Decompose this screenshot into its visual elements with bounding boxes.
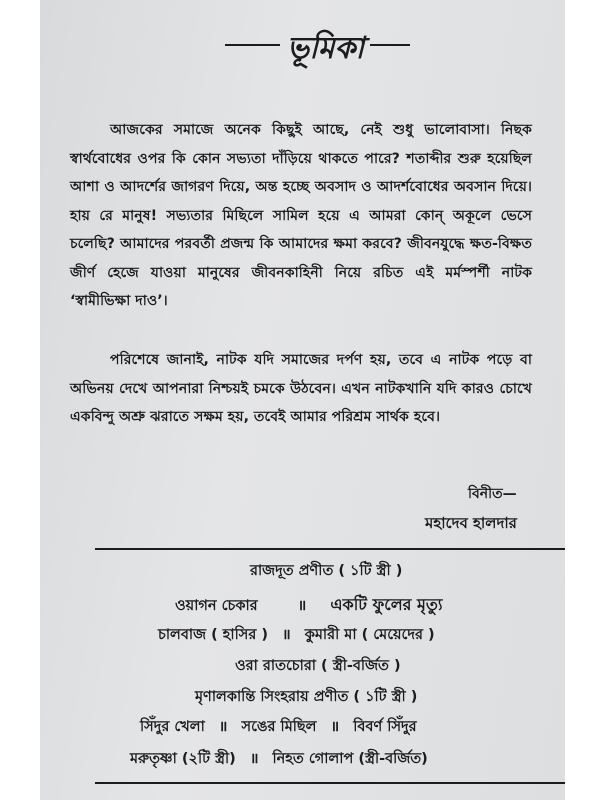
catalog-row-3: ওরা রাতচোরা ( স্ত্রী-বর্জিত ) (235, 658, 401, 674)
separator: ॥ (282, 627, 291, 643)
play-title: সঙের মিছিল (241, 719, 317, 735)
catalog-heading-rajdut: রাজদূত প্রণীত ( ১টি স্ত্রী ) (250, 563, 403, 579)
play-title: মরুতৃষ্ণা (২টি স্ত্রী) (130, 751, 236, 767)
play-title: নিহত গোলাপ (স্ত্রী-বর্জিত) (272, 751, 428, 767)
book-page (40, 0, 565, 800)
separator: ॥ (218, 719, 228, 735)
play-title: সিঁদুর খেলা (140, 719, 205, 735)
separator: ॥ (330, 719, 340, 735)
separator: ॥ (297, 598, 307, 614)
title-rule-right (370, 44, 410, 46)
play-title: ওয়াগন চেকার (175, 598, 258, 614)
catalog-rule-bottom (95, 782, 565, 784)
signoff: বিনীত— (468, 486, 517, 502)
author-name: মহাদেব হালদার (425, 514, 517, 532)
title-rule-left (225, 44, 280, 46)
preface-paragraph-2: পরিশেষে জানাই, নাটক যদি সমাজের দর্পণ হয়, তবে এ নাটক পড়ে বা অভিনয় দেখে আপনারা নিশ্চয়ই চমকে উঠবেন। এখন নাটকখানি যদি কারও চোখে একবিন্দু অশ্রু ঝরাতে সক্ষম হয়, তবেই আমার পরিশ্রম সার্থক হবে। (70, 352, 532, 425)
catalog-row-1 (175, 592, 443, 619)
catalog-row-4 (140, 716, 417, 740)
play-title: একটি ফুলের মৃত্যু (330, 595, 443, 614)
play-title: কুমারী মা ( মেয়েদের ) (304, 627, 435, 643)
catalog-row-5 (130, 748, 428, 772)
page-title: ভূমিকা (286, 31, 365, 66)
play-title: চালবাজ ( হাসির ) (158, 627, 269, 643)
catalog-row-2 (158, 624, 435, 648)
catalog-rule-top (95, 548, 565, 550)
catalog-heading-mrinalkanti: মৃণালকান্তি সিংহরায় প্রণীত ( ১টি স্ত্রী ) (195, 689, 418, 705)
separator: ॥ (249, 751, 259, 767)
title-block (40, 20, 565, 80)
play-title: বিবর্ণ সিঁদুর (353, 719, 417, 735)
preface-paragraph-1: আজকের সমাজে অনেক কিছুই আছে, নেই শুধু ভালোবাসা। নিছক স্বার্থবোধের ওপর কি কোন সভ্যতা দাঁড়িয়ে থাকতে পারে? শতাব্দীর শুরু হয়েছিল আশা ও আদর্শের জাগরণ দিয়ে, অন্ত হচ্ছে অবসাদ ও আদর্শবোধের অবসান দিয়ে। হায় রে মানুষ! সভ্যতার মিছিলে সামিল হয়ে এ আমরা কোন্ অকূলে ভেসে চলেছি? আমাদের পরবর্তী প্রজন্ম কি আমাদের ক্ষমা করবে? জীবনযুদ্ধে ক্ষত-বিক্ষত জীর্ণ হেজে যাওয়া মানুষের জীবনকাহিনী নিয়ে রচিত এই মর্মস্পর্শী নাটক ‘স্বামীভিক্ষা দাও’। (70, 122, 532, 309)
